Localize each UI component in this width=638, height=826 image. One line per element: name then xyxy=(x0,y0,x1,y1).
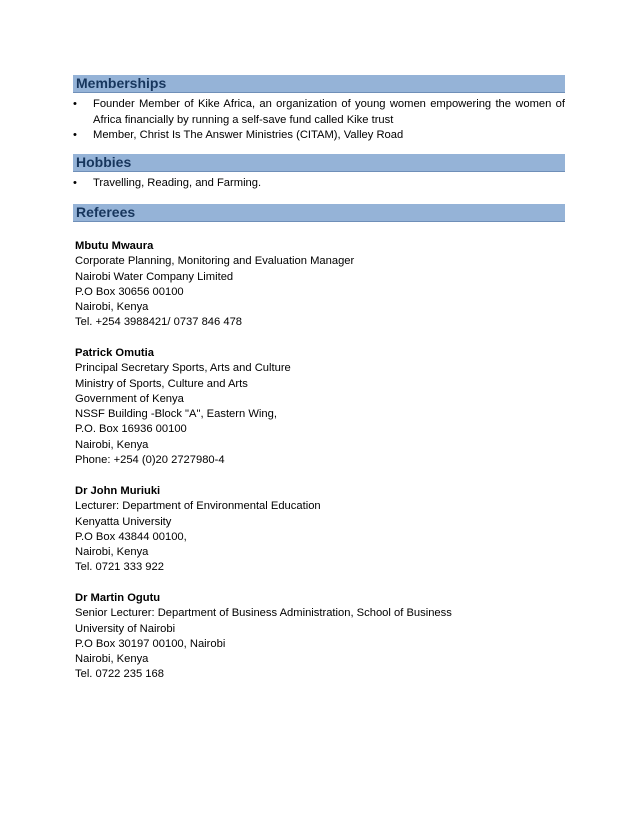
referee-line: Corporate Planning, Monitoring and Evaluation Manager xyxy=(75,255,355,268)
referee-line: P.O Box 30197 00100, Nairobi xyxy=(75,637,226,650)
referee-line: P.O. Box 16936 00100 xyxy=(75,423,187,436)
memberships-header xyxy=(73,75,565,93)
referee-line: P.O Box 43844 00100, xyxy=(75,530,187,543)
referees-title: Referees xyxy=(76,204,136,220)
referee-line: Government of Kenya xyxy=(75,392,184,405)
membership-text: Member, Christ Is The Answer Ministries (CITAM), Valley Road xyxy=(93,129,404,141)
hobby-text: Travelling, Reading, and Farming. xyxy=(93,177,262,189)
referee-line: Nairobi, Kenya xyxy=(75,438,149,451)
referee-line: Nairobi Water Company Limited xyxy=(75,270,234,283)
hobbies-header xyxy=(73,154,565,172)
referee-line: Phone: +254 (0)20 2727980-4 xyxy=(75,454,225,467)
referee-block xyxy=(75,484,565,576)
referee-line: University of Nairobi xyxy=(75,622,176,635)
referee-line: Ministry of Sports, Culture and Arts xyxy=(75,377,248,390)
list-item xyxy=(73,176,565,192)
referee-line: Principal Secretary Sports, Arts and Culture xyxy=(75,362,291,375)
referee-line: NSSF Building -Block "A", Eastern Wing, xyxy=(75,408,277,421)
referees-header xyxy=(73,204,565,222)
bullet-icon: • xyxy=(73,177,77,189)
list-item xyxy=(73,97,565,128)
referee-line: Tel. 0722 235 168 xyxy=(75,668,164,681)
referee-name: Patrick Omutia xyxy=(75,347,154,359)
memberships-title: Memberships xyxy=(76,75,167,91)
referee-name: Mbutu Mwaura xyxy=(75,240,154,252)
hobbies-title: Hobbies xyxy=(76,154,132,170)
referee-line: Nairobi, Kenya xyxy=(75,301,149,314)
hobbies-list xyxy=(73,176,565,192)
referee-block xyxy=(75,346,565,468)
memberships-list xyxy=(73,97,565,144)
list-item xyxy=(73,128,565,144)
referee-name: Dr Martin Ogutu xyxy=(75,592,161,604)
membership-text: Founder Member of Kike Africa, an organization of young women empowering the women of Africa financially by running a self-save fund called Kike trust xyxy=(93,98,565,126)
bullet-icon: • xyxy=(73,98,77,110)
referee-line: P.O Box 30656 00100 xyxy=(75,285,184,298)
referee-line: Tel. 0721 333 922 xyxy=(75,561,164,574)
referee-line: Nairobi, Kenya xyxy=(75,546,149,559)
referee-line: Nairobi, Kenya xyxy=(75,653,149,666)
referee-name: Dr John Muriuki xyxy=(75,485,161,497)
referee-line: Kenyatta University xyxy=(75,515,172,528)
referee-line: Lecturer: Department of Environmental Education xyxy=(75,500,321,513)
bullet-icon: • xyxy=(73,129,77,141)
referee-line: Tel. +254 3988421/ 0737 846 478 xyxy=(75,316,243,329)
referee-block xyxy=(75,239,565,331)
referee-line: Senior Lecturer: Department of Business Administration, School of Business xyxy=(75,607,452,620)
referee-block xyxy=(75,591,565,683)
